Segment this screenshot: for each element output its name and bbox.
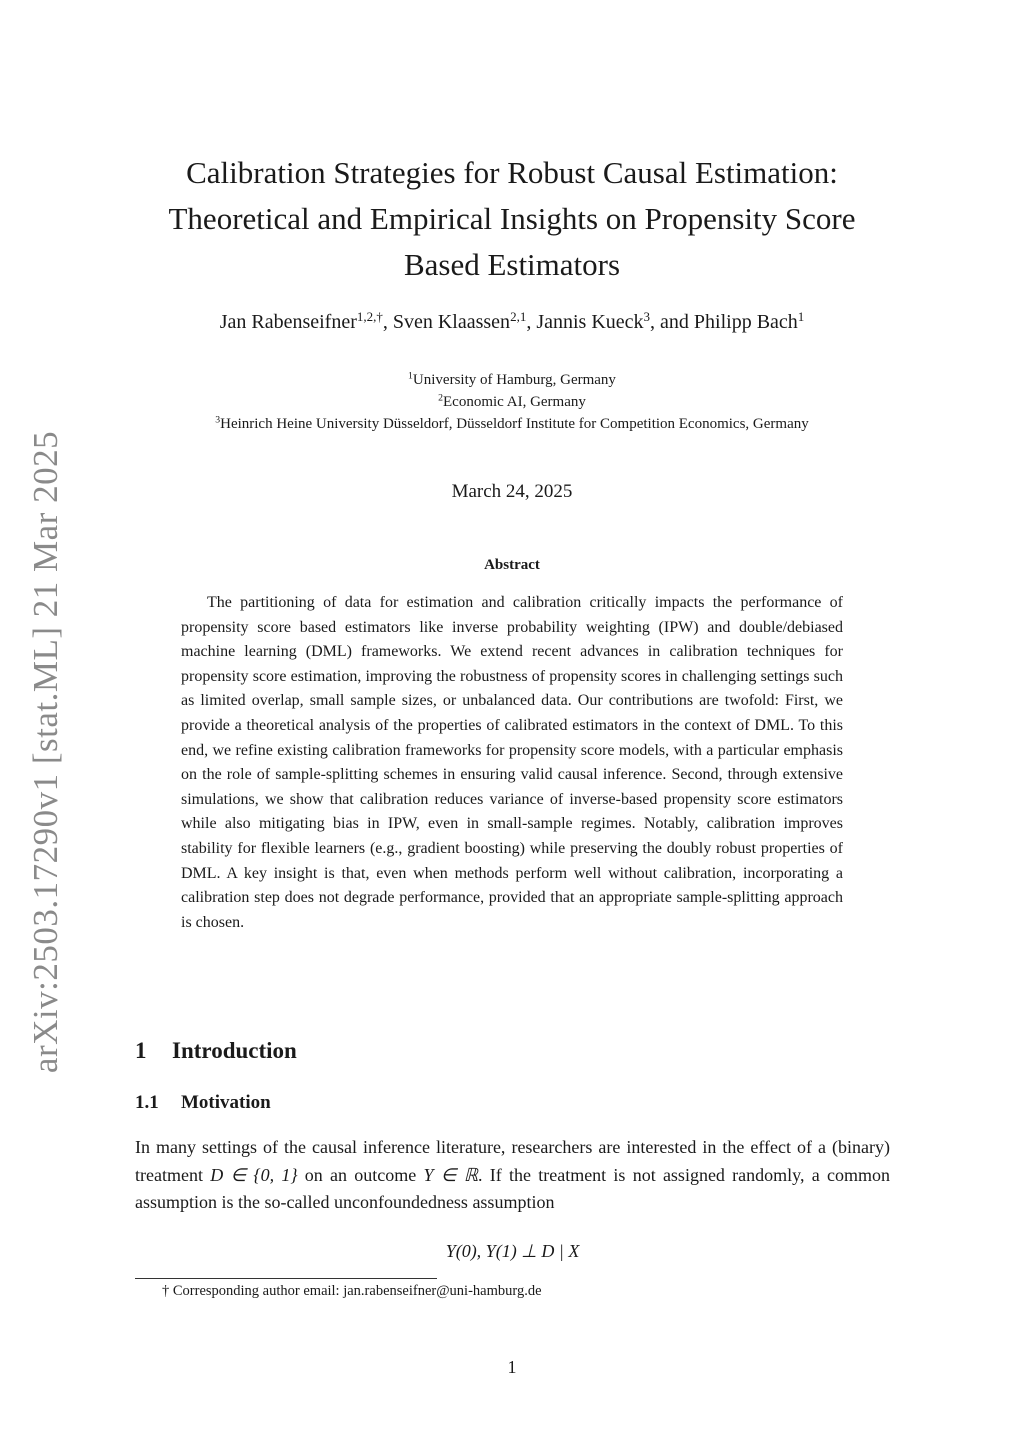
author-separator: , [382, 311, 393, 333]
affiliation-marker: 3 [215, 414, 221, 426]
author-list [130, 308, 894, 334]
intro-text: In many settings of the causal inference literature, researchers are interested in the effect of a (binary) treatment [135, 1137, 890, 1185]
section-title: Introduction [172, 1038, 297, 1063]
author-name: Sven Klaassen [392, 311, 511, 333]
author-separator: , and [650, 311, 694, 333]
section-heading [135, 1038, 297, 1064]
author-name: Jan Rabenseifner [219, 311, 357, 333]
intro-text: on an outcome [297, 1164, 424, 1185]
title-line: Based Estimators [403, 247, 621, 282]
display-equation: Y(0), Y(1) ⊥ D | X [445, 1241, 580, 1261]
intro-text: . If the treatment is not assigned randomly, a common assumption is the so-called unconfoundedness assumption [135, 1164, 890, 1212]
abstract-heading: Abstract [484, 557, 540, 573]
affiliation [130, 369, 894, 391]
author-affiliation-marker: 1,2,† [356, 308, 383, 324]
paper-title [130, 150, 894, 288]
page-number: 1 [507, 1357, 517, 1377]
affiliation-text: Heinrich Heine University Düsseldorf, Düsseldorf Institute for Competition Economics, Germany [220, 416, 809, 432]
footnote: † Corresponding author email: jan.rabenseifner@uni-hamburg.de [162, 1283, 542, 1299]
footnote-rule [135, 1278, 437, 1279]
author-name: Philipp Bach [693, 311, 798, 333]
affiliation-marker: 2 [438, 392, 443, 404]
subsection-title: Motivation [181, 1092, 271, 1113]
affiliation-text: University of Hamburg, Germany [412, 372, 616, 388]
subsection-number: 1.1 [135, 1092, 159, 1113]
subsection-heading [135, 1092, 271, 1114]
affiliation-marker: 1 [408, 370, 413, 382]
author-affiliation-marker: 2,1 [510, 308, 527, 324]
author-affiliation-marker: 1 [797, 308, 805, 324]
affiliation-list [130, 369, 894, 435]
arxiv-identifier-stamp: arXiv:2503.17290v1 [stat.ML] 21 Mar 2025 [26, 430, 65, 1074]
affiliation [130, 413, 894, 435]
title-line: Theoretical and Empirical Insights on Propensity Score [168, 201, 856, 236]
author-name: Jannis Kueck [536, 311, 644, 333]
section-number: 1 [135, 1038, 147, 1063]
inline-math-outcome: Y ∈ ℝ [423, 1164, 478, 1185]
inline-math-treatment: D ∈ {0, 1} [210, 1164, 298, 1185]
author-separator: , [526, 311, 537, 333]
title-line: Calibration Strategies for Robust Causal Estimation: [186, 155, 838, 190]
author-affiliation-marker: 3 [643, 308, 651, 324]
affiliation-text: Economic AI, Germany [443, 394, 586, 410]
abstract-body: The partitioning of data for estimation and calibration critically impacts the performance of propensity score based estimators like inverse probability weighting (IPW) and double/debiased machine learning (DML) frameworks. We extend recent advances in calibration techniques for propensity score estimation, improving the robustness of propensity scores in challenging settings such as limited overlap, small sample sizes, or unbalanced data. Our contributions are twofold: First, we provide a theoretical analysis of the properties of calibrated estimators in the context of DML. To this end, we refine existing calibration frameworks for propensity score models, with a particular emphasis on the role of sample-splitting schemes in ensuring valid causal inference. Second, through extensive simulations, we show that calibration reduces variance of inverse-based propensity score estimators while also mitigating bias in IPW, even in small-sample regimes. Notably, calibration improves stability for flexible learners (e.g., gradient boosting) while preserving the doubly robust properties of DML. A key insight is that, even when methods perform well without calibration, incorporating a calibration step does not degrade performance, provided that an appropriate sample-splitting approach is chosen. [181, 594, 843, 931]
affiliation [130, 391, 894, 413]
intro-paragraph [135, 1134, 890, 1217]
publication-date: March 24, 2025 [451, 481, 573, 502]
